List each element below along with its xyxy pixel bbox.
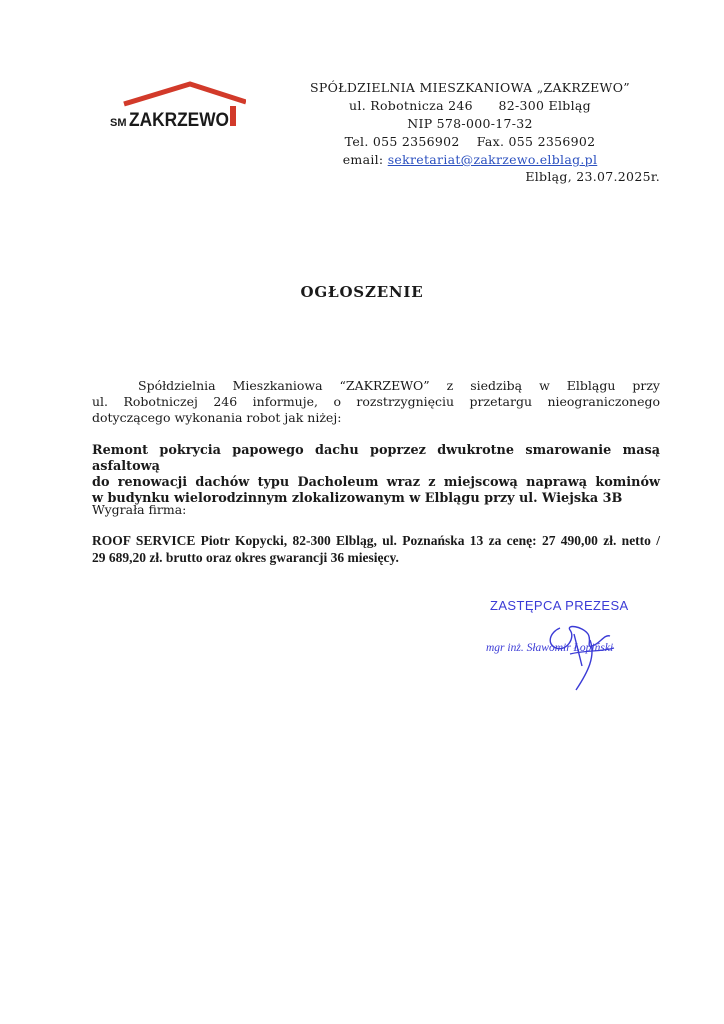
winner-label: Wygrała firma:	[92, 502, 187, 517]
intro-line: ul. Robotniczej 246 informuje, o rozstrzygnięciu przetargu nieograniczonego	[92, 394, 660, 409]
scope-line: do renowacji dachów typu Dacholeum wraz z miejscową naprawą kominów	[92, 475, 660, 490]
document-date: Elbląg, 23.07.2025r.	[525, 169, 660, 184]
logo-prefix: SM	[110, 117, 127, 129]
document-title: OGŁOSZENIE	[300, 283, 424, 301]
scope-line: Remont pokrycia papowego dachu poprzez dwukrotne smarowanie masą asfaltową	[92, 443, 660, 474]
email-label: email:	[342, 152, 388, 167]
logo-chimney	[230, 106, 236, 126]
email-link[interactable]: sekretariat@zakrzewo.elblag.pl	[387, 152, 598, 167]
company-logo	[104, 80, 246, 132]
intro-paragraph	[92, 378, 660, 426]
org-phone-fax: Tel. 055 2356902 Fax. 055 2356902	[344, 134, 596, 149]
winner-paragraph	[92, 532, 660, 566]
handwritten-signature	[530, 610, 650, 694]
letterhead	[300, 79, 640, 169]
winner-line: ROOF SERVICE Piotr Kopycki, 82-300 Elbląg, ul. Poznańska 13 za cenę: 27 490,00 zł. netto /	[92, 533, 660, 548]
org-address: ul. Robotnicza 246 82-300 Elbląg	[349, 98, 591, 113]
org-email-line	[300, 151, 640, 169]
org-name: SPÓŁDZIELNIA MIESZKANIOWA „ZAKRZEWO”	[310, 80, 630, 95]
stamp-title: ZASTĘPCA PREZESA	[490, 598, 629, 613]
stamp-name: mgr inż. Sławomir Łopiński	[486, 642, 614, 654]
logo-brand: ZAKRZEWO	[129, 110, 229, 131]
org-nip: NIP 578-000-17-32	[407, 116, 533, 131]
intro-line: Spółdzielnia Mieszkaniowa “ZAKRZEWO” z siedzibą w Elblągu przy	[138, 378, 660, 393]
scope-paragraph	[92, 443, 660, 507]
scope-line: w budynku wielorodzinnym zlokalizowanym w Elblągu przy ul. Wiejska 3B	[92, 491, 623, 506]
winner-line: 29 689,20 zł. brutto oraz okres gwarancji 36 miesięcy.	[92, 550, 399, 565]
logo-roof	[124, 84, 246, 104]
logo-graphic	[104, 80, 246, 132]
intro-line: dotyczącego wykonania robot jak niżej:	[92, 410, 342, 425]
